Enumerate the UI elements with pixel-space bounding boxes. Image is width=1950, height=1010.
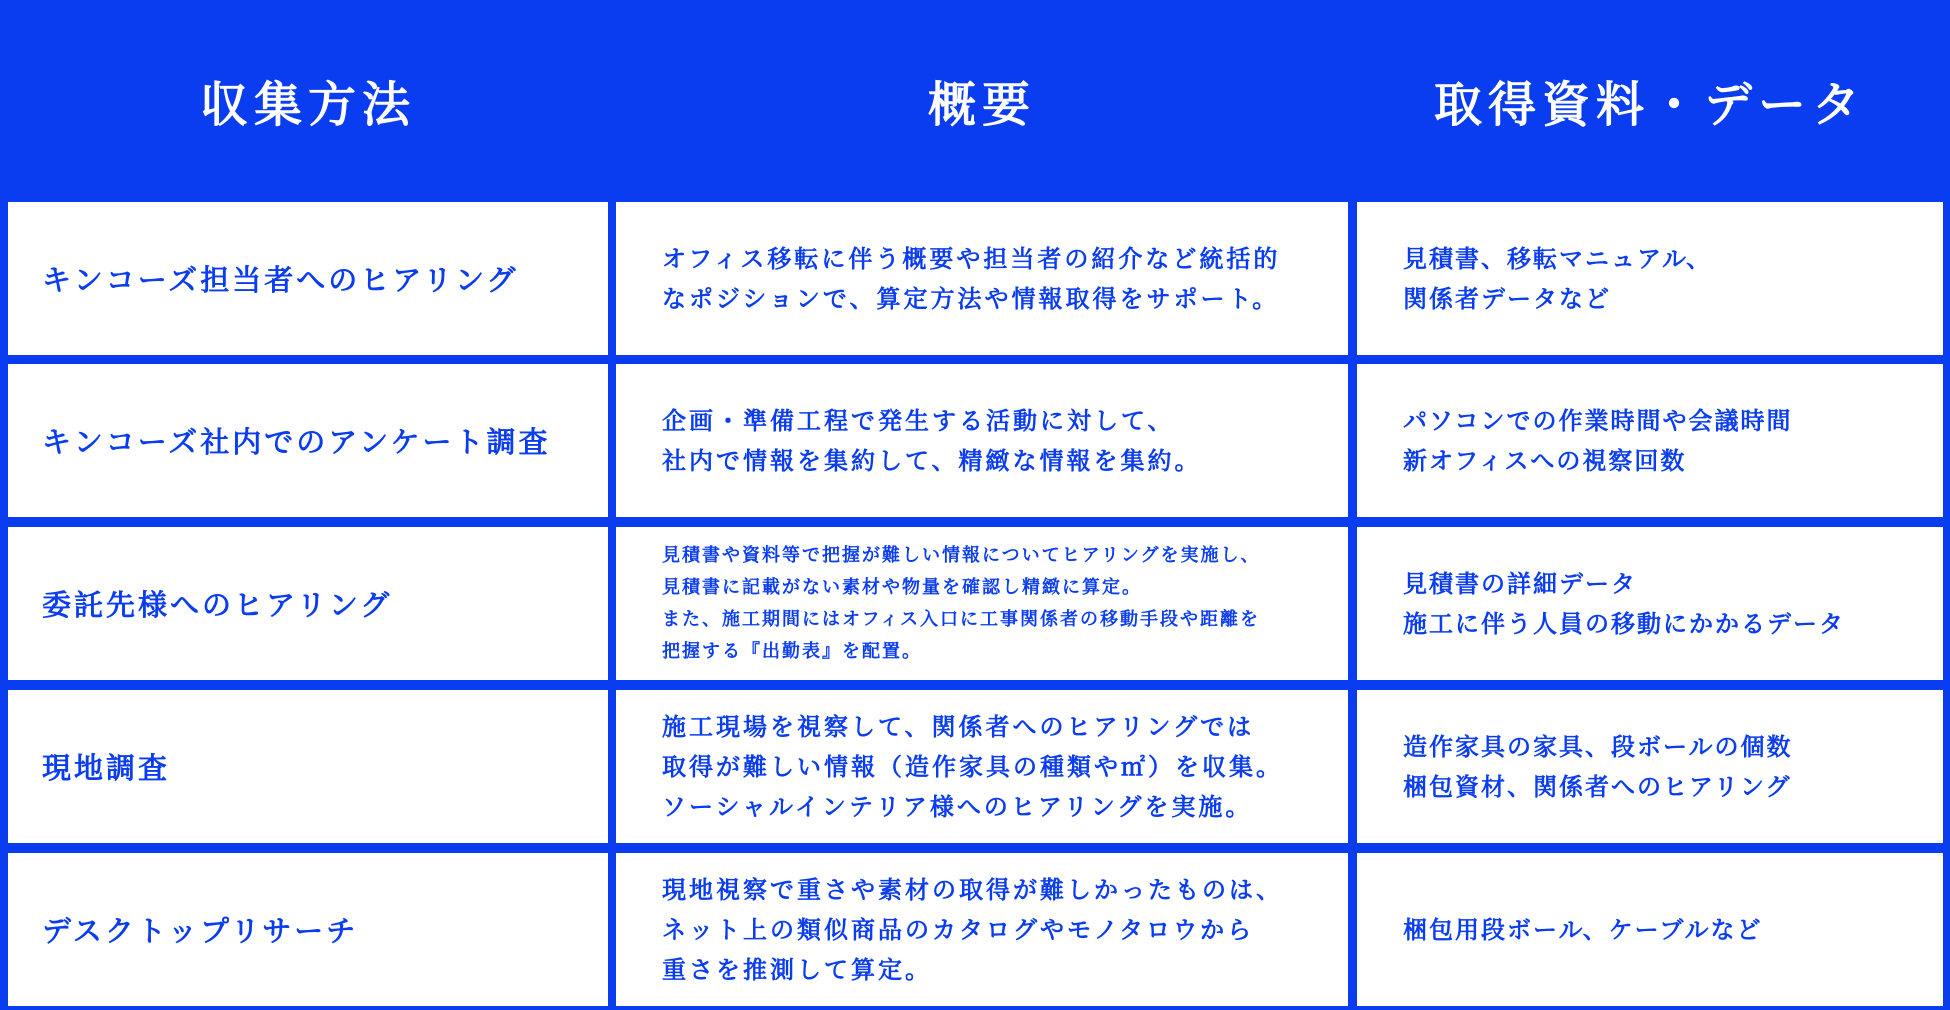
summary-line: 現地視察で重さや素材の取得が難しかったものは、 — [662, 875, 1283, 904]
summary-line: 見積書に記載がない素材や物量を確認し精緻に算定。 — [662, 576, 1142, 598]
data-line: 見積書の詳細データ — [1403, 569, 1637, 598]
method-label: キンコーズ担当者へのヒアリング — [42, 263, 519, 297]
summary-line: ネット上の類似商品のカタログやモノタロウから — [662, 915, 1255, 944]
method-cell — [8, 853, 608, 1006]
summary-line: 施工現場を視察して、関係者へのヒアリングでは — [662, 712, 1255, 741]
summary-cell — [616, 853, 1348, 1006]
table-row — [0, 527, 1950, 680]
summary-line: 重さを推測して算定。 — [662, 955, 932, 984]
data-line: 梱包用段ボール、ケーブルなど — [1403, 915, 1763, 944]
summary-line: また、施工期間にはオフィス入口に工事関係者の移動手段や距離を — [662, 608, 1261, 630]
table-row — [0, 364, 1950, 517]
data-cell — [1357, 853, 1943, 1006]
data-line: 造作家具の家具、段ボールの個数 — [1403, 732, 1793, 761]
data-line: 梱包資材、関係者へのヒアリング — [1403, 772, 1792, 801]
summary-line: 把握する『出勤表』を配置。 — [662, 640, 922, 662]
summary-line: なポジションで、算定方法や情報取得をサポート。 — [662, 284, 1280, 313]
method-cell — [8, 690, 608, 843]
data-line: 見積書、移転マニュアル、 — [1403, 244, 1713, 273]
summary-line: 取得が難しい情報（造作家具の種類や㎡）を収集。 — [662, 752, 1283, 781]
summary-cell — [616, 690, 1348, 843]
method-cell — [8, 364, 608, 517]
summary-line: ソーシャルインテリア様へのヒアリングを実施。 — [662, 792, 1253, 821]
data-line: 関係者データなど — [1403, 284, 1611, 313]
data-line: 施工に伴う人員の移動にかかるデータ — [1403, 609, 1845, 638]
data-line: 新オフィスへの視察回数 — [1403, 446, 1687, 475]
summary-cell — [616, 202, 1348, 355]
method-label: キンコーズ社内でのアンケート調査 — [42, 425, 551, 459]
method-label: 現地調査 — [42, 751, 171, 785]
header-method: 収集方法 — [199, 76, 416, 133]
summary-cell — [616, 364, 1348, 517]
header-summary: 概要 — [927, 76, 1036, 133]
method-cell — [8, 202, 608, 355]
data-cell — [1357, 202, 1943, 355]
table-row — [0, 853, 1950, 1006]
table-header — [0, 0, 1950, 200]
table-row — [0, 202, 1950, 355]
summary-line: オフィス移転に伴う概要や担当者の紹介など統括的 — [662, 244, 1281, 273]
method-cell — [8, 527, 608, 680]
summary-line: 企画・準備工程で発生する活動に対して、 — [662, 406, 1175, 435]
summary-line: 社内で情報を集約して、精緻な情報を集約。 — [662, 446, 1202, 475]
method-label: デスクトップリサーチ — [42, 914, 359, 948]
data-cell — [1357, 364, 1943, 517]
data-cell — [1357, 527, 1943, 680]
data-cell — [1357, 690, 1943, 843]
summary-line: 見積書や資料等で把握が難しい情報についてヒアリングを実施し、 — [662, 544, 1261, 566]
summary-cell — [616, 527, 1348, 680]
table-row — [0, 690, 1950, 843]
method-label: 委託先様へのヒアリング — [42, 588, 393, 622]
header-data: 取得資料・データ — [1433, 76, 1866, 133]
data-line: パソコンでの作業時間や会議時間 — [1403, 406, 1793, 435]
